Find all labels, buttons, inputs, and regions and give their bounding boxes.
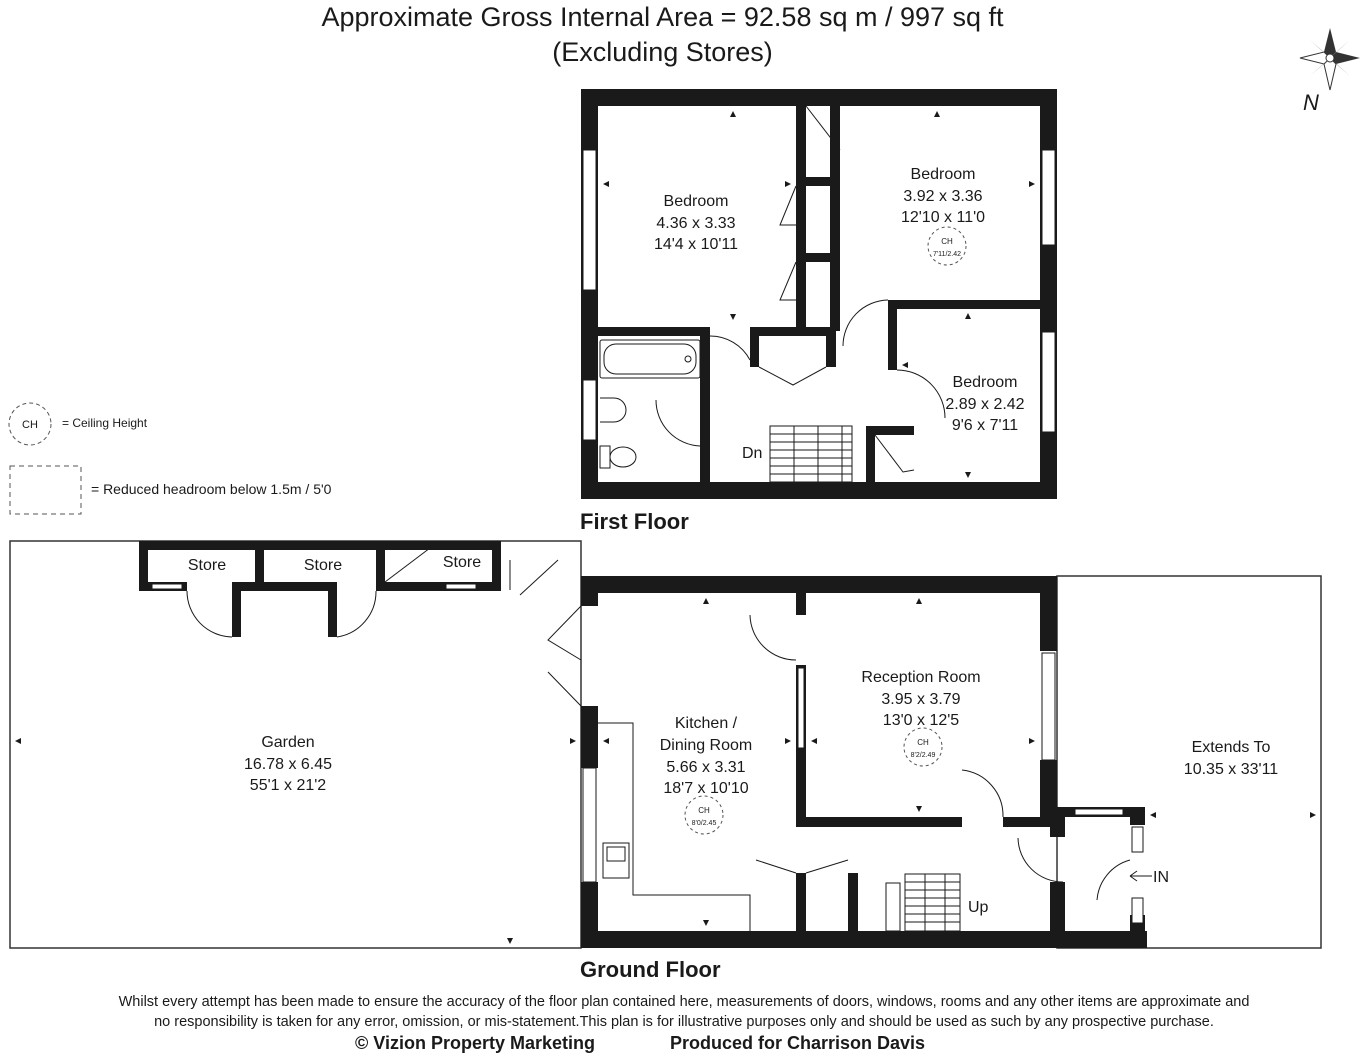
ch-legend-symbol: CH [22, 419, 38, 431]
reception-ch-value: 8'2/2.49 [910, 752, 936, 759]
kitchen-ch-symbol: CH [698, 806, 710, 815]
bedroom2-ch-icon [928, 227, 966, 265]
bedroom1-name: Bedroom [663, 193, 729, 210]
entrance-arrow-icon [1130, 871, 1152, 881]
reception-imperial: 13'0 x 12'5 [882, 712, 960, 729]
extends-name: Extends To [1191, 739, 1271, 756]
kitchen-name-line1: Kitchen / [674, 715, 738, 732]
bedroom2-metric: 3.92 x 3.36 [903, 188, 983, 205]
reception-ch-icon [904, 728, 942, 766]
bedroom1-metric: 4.36 x 3.33 [656, 215, 736, 232]
store1-label: Store [187, 557, 227, 574]
bedroom3-name: Bedroom [952, 374, 1018, 391]
stores-doors [187, 548, 558, 637]
copyright: © Vizion Property Marketing [355, 1033, 595, 1053]
store2-label: Store [303, 557, 343, 574]
kitchen-metric: 5.66 x 3.31 [666, 759, 746, 776]
ground-floor-label: Ground Floor [580, 957, 721, 982]
ground-floor-stairs [905, 874, 960, 931]
bedroom2-name: Bedroom [910, 166, 976, 183]
bedroom2-imperial: 12'10 x 11'0 [900, 209, 986, 226]
produced-for: Produced for Charrison Davis [670, 1033, 926, 1053]
store3-label: Store [442, 554, 482, 571]
kitchen-ch-icon [685, 796, 723, 834]
area-title: Approximate Gross Internal Area = 92.58 sq m / 997 sq ft [321, 2, 1004, 32]
bedroom3-metric: 2.89 x 2.42 [945, 396, 1025, 413]
bedroom3-imperial: 9'6 x 7'11 [951, 417, 1019, 434]
entrance-label: IN [1153, 869, 1169, 886]
area-subtitle: (Excluding Stores) [552, 37, 773, 67]
first-floor-label: First Floor [580, 509, 689, 534]
first-floor-stairs [770, 426, 852, 482]
reception-name: Reception Room [861, 669, 981, 686]
reduced-headroom-legend-text: = Reduced headroom below 1.5m / 5'0 [91, 481, 332, 497]
disclaimer-line2: no responsibility is taken for any error, omission, or mis-statement.This plan is for illustrative purposes only and should be used as such by any prospective purchase. [154, 1014, 1214, 1030]
extends-value: 10.35 x 33'11 [1183, 761, 1279, 778]
garden-imperial: 55'1 x 21'2 [249, 777, 327, 794]
bedroom2-ch-value: 7'11/2.42 [932, 251, 962, 258]
bathroom-fittings [600, 340, 700, 468]
bedroom1-imperial: 14'4 x 10'11 [653, 236, 739, 253]
kitchen-name-line2: Dining Room [659, 737, 753, 754]
reduced-headroom-icon [10, 466, 81, 514]
north-label: N [1303, 90, 1319, 115]
disclaimer [0, 992, 1368, 1032]
bedroom2-ch-symbol: CH [941, 237, 953, 246]
ground-floor-stairs-label: Up [968, 899, 989, 916]
disclaimer-line1: Whilst every attempt has been made to ensure the accuracy of the floor plan contained here, measurements of doors, windows, rooms and any other items are approximate and [118, 994, 1250, 1010]
garden-metric: 16.78 x 6.45 [243, 756, 333, 773]
compass-icon [1300, 28, 1360, 90]
reception-ch-symbol: CH [917, 738, 929, 747]
reception-metric: 3.95 x 3.79 [881, 691, 961, 708]
first-floor-stairs-label: Dn [742, 445, 763, 462]
ch-legend-text: = Ceiling Height [62, 416, 148, 430]
first-floor-walls [581, 89, 1057, 499]
garden-name: Garden [261, 734, 315, 751]
kitchen-imperial: 18'7 x 10'10 [663, 780, 749, 797]
kitchen-ch-value: 8'0/2.45 [691, 820, 717, 827]
